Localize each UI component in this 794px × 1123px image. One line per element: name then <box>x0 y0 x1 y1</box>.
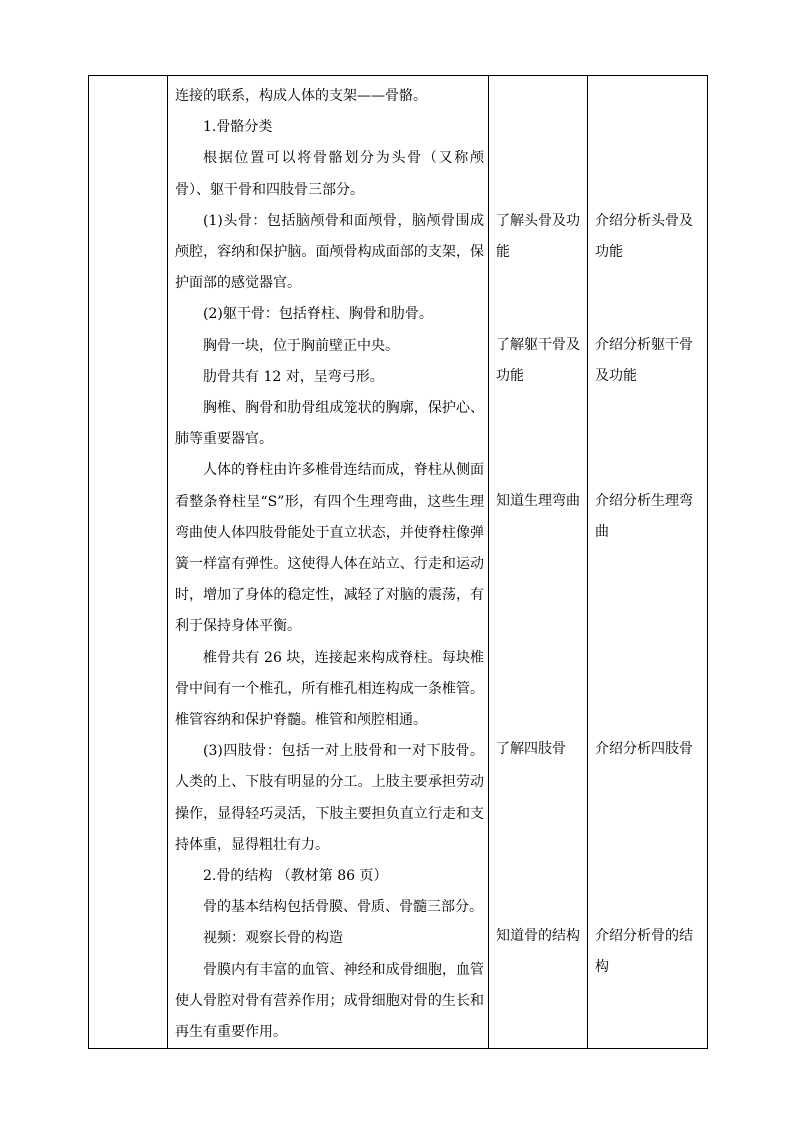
content-paragraph: (2)躯干骨：包括脊柱、胸骨和肋骨。 <box>203 306 433 323</box>
content-paragraph: 胸椎、胸骨和肋骨组成笼状的胸廓，保护心、肺等重要器官。 <box>175 400 484 448</box>
content-paragraph: 连接的联系，构成人体的支架——骨骼。 <box>175 88 427 104</box>
content-paragraph: (1)头骨：包括脑颅骨和面颅骨，脑颅骨围成颅腔，容纳和保护脑。面颅骨构成面部的支架，保护面部的感觉器官。 <box>175 212 484 292</box>
content-paragraph: (3)四肢骨：包括一对上肢骨和一对下肢骨。人类的上、下肢有明显的分工。上肢主要承担劳动操作，显得轻巧灵活，下肢主要担负直立行走和支持体重，显得粗壮有力。 <box>175 743 484 853</box>
content-paragraph: 视频：观察长骨的构造 <box>203 930 343 947</box>
student-activity-item: 了解头骨及功能 <box>496 213 580 261</box>
table-row <box>89 76 708 1049</box>
teacher-activity-item: 介绍分析生理弯曲 <box>595 493 693 541</box>
content-paragraph: 人体的脊柱由许多椎骨连结而成，脊柱从侧面看整条脊柱呈“S”形，有四个生理弯曲，这些生理弯曲使人体四肢骨能处于直立状态，并使脊柱像弹簧一样富有弹性。这使得人体在站立、行走和运动时，增加了身体的稳定性，减轻了对脑的震荡，有利于保持身体平衡。 <box>175 462 484 635</box>
content-paragraph: 胸骨一块，位于胸前壁正中央。 <box>203 337 399 354</box>
content-paragraph: 肋骨共有 12 对，呈弯弓形。 <box>203 368 384 385</box>
blank-column-cell <box>89 76 168 1049</box>
teacher-activity-item: 介绍分析头骨及功能 <box>595 213 693 261</box>
teacher-activity-item: 介绍分析骨的结构 <box>595 928 693 976</box>
student-activity-item: 了解四肢骨 <box>496 741 566 757</box>
content-paragraph: 骨膜内有丰富的血管、神经和成骨细胞，血管使人骨腔对骨有营养作用；成骨细胞对骨的生长和再生有重要作用。 <box>175 961 484 1041</box>
teaching-content-cell <box>168 76 489 1049</box>
student-activity-item: 了解躯干骨及功能 <box>496 337 580 385</box>
content-paragraph: 椎骨共有 26 块，连接起来构成脊柱。每块椎骨中间有一个椎孔，所有椎孔相连构成一条椎管。椎管容纳和保护脊髓。椎管和颅腔相通。 <box>175 649 484 729</box>
teacher-activity-item: 介绍分析躯干骨及功能 <box>595 337 693 385</box>
section-heading: 1.骨骼分类 <box>203 119 273 136</box>
lesson-plan-table <box>88 75 708 1049</box>
content-paragraph: 骨的基本结构包括骨膜、骨质、骨髓三部分。 <box>203 899 483 916</box>
student-activity-item: 知道生理弯曲 <box>496 493 580 509</box>
content-paragraph: 根据位置可以将骨骼划分为头骨（又称颅骨）、躯干骨和四肢骨三部分。 <box>175 150 484 198</box>
teacher-activity-item: 介绍分析四肢骨 <box>595 741 693 757</box>
section-heading: 2.骨的结构 （教材第 86 页） <box>203 868 388 885</box>
student-activity-cell <box>489 76 588 1049</box>
teacher-activity-cell <box>588 76 708 1049</box>
student-activity-item: 知道骨的结构 <box>496 928 580 944</box>
